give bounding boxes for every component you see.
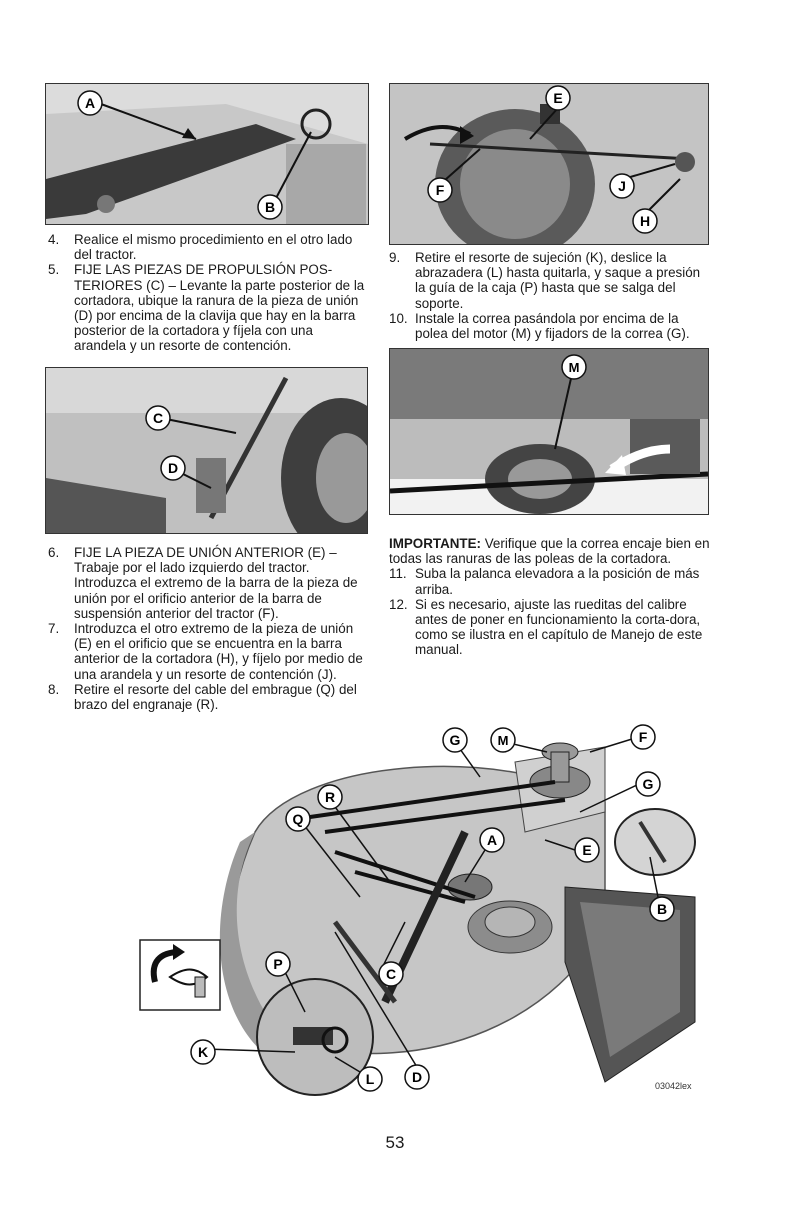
callout-d bbox=[161, 456, 185, 480]
svg-text:D: D bbox=[167, 460, 179, 476]
step-6-number: 6. bbox=[48, 545, 60, 560]
step-8 bbox=[48, 682, 368, 712]
important-note bbox=[389, 536, 711, 566]
step-10-number: 10. bbox=[389, 310, 408, 326]
figure-belt-motor-pulley-illustration bbox=[390, 349, 708, 514]
svg-text:J: J bbox=[618, 178, 626, 194]
step-7-text: Introduzca el otro extremo de la pieza de unión (E) en el orificio que se encuentra en la barra anterior de la cortadora (H), y fíjelo por medio de una arandela y un resorte de contención (J). bbox=[74, 621, 363, 682]
figure-mower-deck bbox=[135, 722, 715, 1102]
step-7 bbox=[48, 621, 368, 682]
step-10-text: Instale la correa pasándola por encima de la polea del motor (M) y fijadors de la correa (G). bbox=[415, 310, 690, 342]
page-number: 53 bbox=[385, 1133, 405, 1152]
callout-m-deck bbox=[491, 728, 515, 752]
figure-front-link-illustration bbox=[390, 84, 708, 244]
figure-mower-deck-illustration bbox=[135, 722, 715, 1102]
svg-text:E: E bbox=[582, 842, 592, 858]
callout-g-left bbox=[443, 728, 467, 752]
callout-p bbox=[266, 952, 290, 976]
svg-text:G: G bbox=[642, 776, 654, 792]
callout-k bbox=[191, 1040, 215, 1064]
important-label: IMPORTANTE: bbox=[389, 536, 481, 551]
step-4 bbox=[48, 232, 368, 262]
callout-c bbox=[146, 406, 170, 430]
callout-b-deck bbox=[650, 897, 674, 921]
left-steps-4-5 bbox=[48, 232, 368, 354]
figure-lift-link-illustration bbox=[46, 84, 368, 224]
svg-text:D: D bbox=[411, 1069, 423, 1085]
callout-b bbox=[258, 195, 282, 219]
svg-text:F: F bbox=[435, 182, 445, 198]
svg-text:H: H bbox=[639, 213, 651, 229]
right-important-and-steps bbox=[389, 536, 711, 658]
svg-text:B: B bbox=[264, 199, 276, 215]
figure-rear-link bbox=[45, 367, 368, 534]
step-4-number: 4. bbox=[48, 232, 60, 247]
svg-text:M: M bbox=[568, 360, 580, 375]
callout-g-right bbox=[636, 772, 660, 796]
svg-text:C: C bbox=[152, 410, 164, 426]
svg-text:L: L bbox=[365, 1071, 375, 1087]
callout-l bbox=[358, 1067, 382, 1091]
callout-m bbox=[562, 355, 586, 379]
svg-text:R: R bbox=[324, 789, 336, 805]
step-11 bbox=[389, 566, 711, 596]
figure-lift-link bbox=[45, 83, 369, 225]
step-8-number: 8. bbox=[48, 681, 60, 697]
step-11-number: 11. bbox=[389, 566, 407, 582]
svg-text:A: A bbox=[84, 95, 96, 111]
svg-text:P: P bbox=[273, 956, 283, 972]
svg-text:G: G bbox=[449, 732, 461, 748]
step-9-text: Retire el resorte de sujeción (K), deslice la abrazadera (L) hasta quitarla, y saque a presión la guía de la caja (P) hasta que se salga del soporte. bbox=[415, 250, 701, 311]
svg-text:A: A bbox=[486, 832, 498, 848]
svg-text:Q: Q bbox=[292, 811, 304, 827]
important-text: Verifique que la correa encaje bien en todas las ranuras de las poleas de la cortadora. bbox=[389, 536, 710, 567]
step-5-text: FIJE LAS PIEZAS DE PROPULSIÓN POS-TERIORES (C) – Levante la parte posterior de la cortadora, ubique la ranura de la pieza de unión (D) por encima de la clavija que hay en la barra posterior de la cortadora y fíjela con una arandela y un resorte de contención. bbox=[74, 262, 365, 354]
figure-rear-link-illustration bbox=[46, 368, 367, 533]
step-12 bbox=[389, 597, 711, 658]
callout-f bbox=[428, 178, 452, 202]
step-12-number: 12. bbox=[389, 596, 408, 612]
right-steps-9-10 bbox=[389, 250, 711, 341]
figure-belt-motor-pulley bbox=[389, 348, 709, 515]
figure-code: 03042lex bbox=[655, 1081, 692, 1091]
step-8-text: Retire el resorte del cable del embrague (Q) del brazo del engranaje (R). bbox=[74, 681, 357, 713]
callout-a-deck bbox=[480, 828, 504, 852]
step-5 bbox=[48, 262, 368, 353]
step-11-text: Suba la palanca elevadora a la posición de más arriba. bbox=[415, 566, 700, 597]
step-6-text: FIJE LA PIEZA DE UNIÓN ANTERIOR (E) – Trabaje por el lado izquierdo del tractor. Introduzca el extremo de la barra de la pieza de unión por el orificio anterior de la barra de suspensión anterior del tractor (F). bbox=[74, 545, 358, 621]
callout-e bbox=[546, 86, 570, 110]
svg-text:F: F bbox=[638, 729, 648, 745]
left-steps-6-8 bbox=[48, 545, 368, 712]
step-6 bbox=[48, 545, 368, 621]
callout-e-deck bbox=[575, 838, 599, 862]
step-9-number: 9. bbox=[389, 250, 401, 265]
figure-front-link bbox=[389, 83, 709, 245]
step-12-text: Si es necesario, ajuste las rueditas del calibre antes de poner en funcionamiento la corta-dora, como se ilustra en el capítulo de Manejo de este manual. bbox=[415, 596, 703, 658]
step-5-number: 5. bbox=[48, 262, 60, 278]
callout-r bbox=[318, 785, 342, 809]
callout-q bbox=[286, 807, 310, 831]
callout-j bbox=[610, 174, 634, 198]
svg-text:E: E bbox=[553, 90, 563, 106]
callout-d-deck bbox=[405, 1065, 429, 1089]
svg-text:B: B bbox=[656, 901, 668, 917]
svg-text:C: C bbox=[385, 966, 397, 982]
step-9 bbox=[389, 250, 711, 311]
callout-h bbox=[633, 209, 657, 233]
svg-text:M: M bbox=[497, 733, 509, 748]
callout-f-deck bbox=[631, 725, 655, 749]
callout-a bbox=[78, 91, 102, 115]
step-4-text: Realice el mismo procedimiento en el otro lado del tractor. bbox=[74, 232, 353, 263]
svg-text:K: K bbox=[197, 1044, 209, 1060]
step-10 bbox=[389, 311, 711, 341]
callout-c-deck bbox=[379, 962, 403, 986]
step-7-number: 7. bbox=[48, 621, 60, 637]
